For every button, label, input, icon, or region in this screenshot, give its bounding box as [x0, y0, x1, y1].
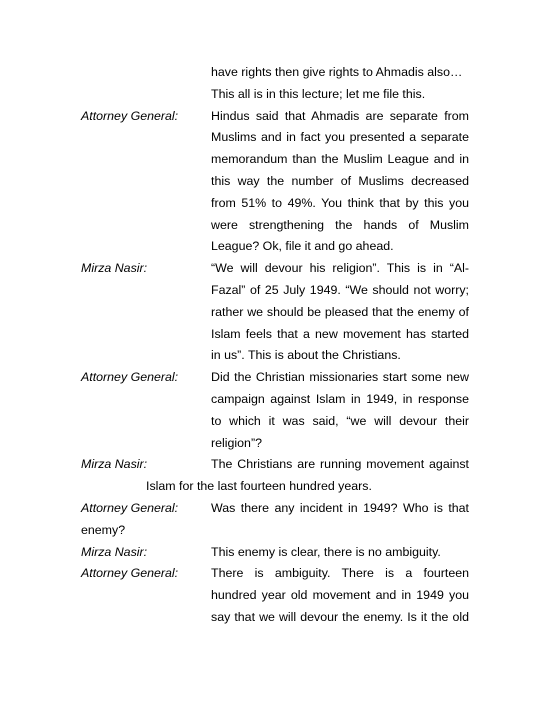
speaker-label: Mirza Nasir: [81, 457, 148, 472]
transcript-line: League? Ok, file it and go ahead. [211, 239, 394, 254]
transcript-line: Hindus said that Ahmadis are separate from [211, 108, 469, 123]
transcript-line: Muslims and in fact you presented a separate [211, 130, 469, 145]
transcript-line: hundred year old movement and in 1949 you [211, 588, 469, 603]
transcript-line: This enemy is clear, there is no ambiguity. [211, 544, 441, 559]
transcript-line: enemy? [81, 522, 126, 537]
transcript-line: rather we should be pleased that the enemy of [211, 304, 469, 319]
transcript-line: religion”? [211, 435, 262, 450]
speaker-label: Mirza Nasir: [81, 261, 148, 276]
transcript-line: in us”. This is about the Christians. [211, 348, 401, 363]
transcript-line: Islam for the last fourteen hundred years. [146, 479, 372, 494]
transcript-line: this way the number of Muslims decreased [211, 174, 469, 188]
transcript-line: This all is in this lecture; let me file this. [211, 86, 426, 101]
transcript-line: Was there any incident in 1949? Who is that [211, 501, 469, 515]
transcript-line: Fazal” of 25 July 1949. “We should not worry; [211, 283, 469, 297]
transcript-line: There is ambiguity. There is a fourteen [211, 566, 469, 581]
speaker-label: Attorney General: [81, 370, 179, 385]
transcript-line: were strengthening the hands of Muslim [211, 217, 469, 232]
transcript-line: to which it was said, “we will devour their [211, 413, 469, 428]
speaker-label: Mirza Nasir: [81, 544, 148, 559]
transcript-line: campaign against Islam in 1949, in response [211, 392, 469, 406]
transcript-line: The Christians are running movement against [211, 457, 469, 472]
speaker-label: Attorney General: [81, 501, 179, 515]
speaker-label: Attorney General: [81, 108, 179, 123]
transcript-line: Islam feels that a new movement has started [211, 326, 469, 341]
speaker-label: Attorney General: [81, 566, 179, 581]
transcript-line: “We will devour his religion”. This is in “Al- [211, 261, 469, 276]
transcript-line: from 51% to 49%. You think that by this you [211, 195, 469, 210]
transcript-line: memorandum than the Muslim League and in [211, 152, 469, 167]
transcript-line: Did the Christian missionaries start some new [211, 370, 469, 385]
transcript-line: have rights then give rights to Ahmadis also… [211, 65, 463, 79]
transcript-line: say that we will devour the enemy. Is it the old [211, 610, 469, 624]
